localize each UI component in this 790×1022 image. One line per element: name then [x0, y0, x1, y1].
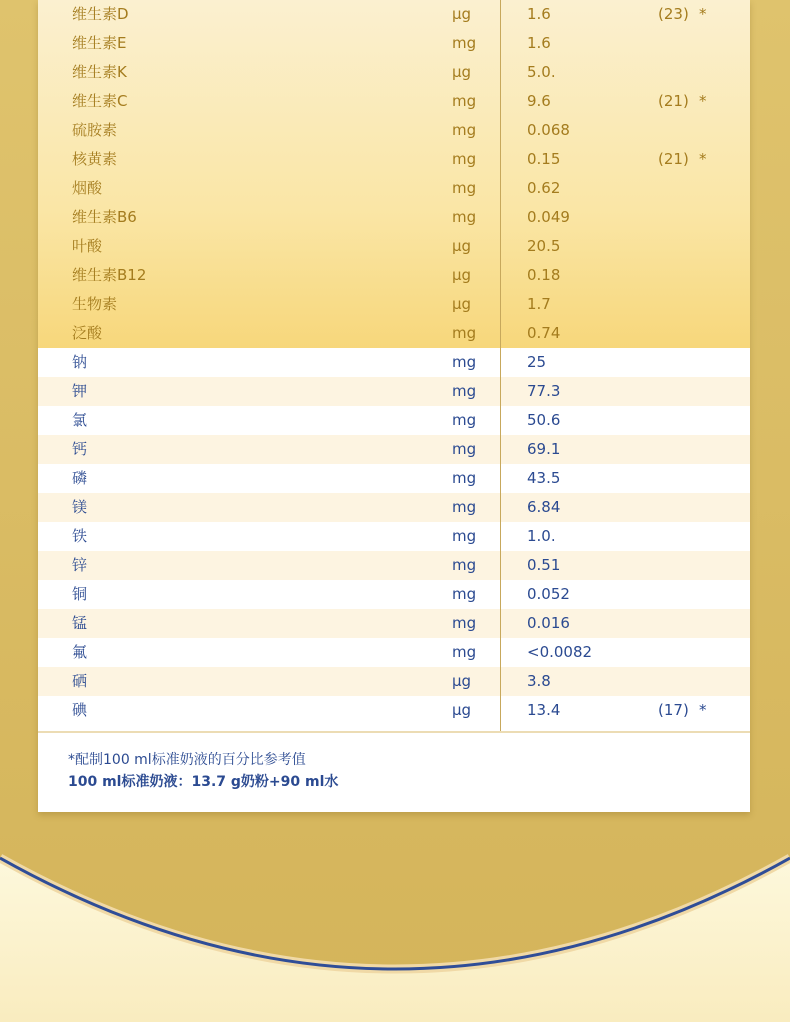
nutrient-name: 钾: [72, 382, 88, 400]
nutrient-value: 1.6: [527, 5, 551, 23]
mineral-row-manganese: [38, 609, 750, 638]
nutrient-value: 5.0.: [527, 63, 556, 81]
nutrient-name: 叶酸: [72, 237, 103, 255]
nutrient-unit: mg: [452, 92, 477, 110]
mineral-row-sodium: [38, 348, 750, 377]
mineral-row-magnesium: [38, 493, 750, 522]
nutrient-name: 锰: [72, 614, 88, 632]
reference-percent: (21): [658, 92, 689, 110]
nutrient-unit: mg: [452, 556, 477, 574]
nutrient-value: 1.7: [527, 295, 551, 313]
nutrient-name: 生物素: [72, 295, 118, 313]
nutrient-unit: mg: [452, 150, 477, 168]
footnote-divider: [38, 731, 750, 733]
nutrient-unit: μg: [452, 295, 472, 313]
nutrient-unit: mg: [452, 353, 477, 371]
vitamin-row-vitamin-b6: [38, 203, 750, 232]
nutrient-name: 泛酸: [72, 324, 103, 342]
nutrient-name: 烟酸: [72, 179, 103, 197]
nutrient-unit: mg: [452, 34, 477, 52]
footnote-marker: *: [699, 701, 707, 719]
nutrient-value: 0.052: [527, 585, 570, 603]
nutrient-name: 镁: [72, 498, 88, 516]
nutrient-unit: μg: [452, 266, 472, 284]
footnote-marker: *: [699, 92, 707, 110]
nutrient-value: 13.4: [527, 701, 561, 719]
nutrient-value: 50.6: [527, 411, 561, 429]
nutrient-name: 铜: [72, 585, 88, 603]
nutrient-name: 维生素K: [72, 63, 127, 81]
mineral-row-potassium: [38, 377, 750, 406]
nutrient-unit: mg: [452, 643, 477, 661]
nutrient-value: 0.62: [527, 179, 561, 197]
vitamin-row-vitamin-k: [38, 58, 750, 87]
nutrient-unit: mg: [452, 440, 477, 458]
nutrient-unit: mg: [452, 614, 477, 632]
footnote-marker: *: [699, 5, 707, 23]
nutrient-value: 77.3: [527, 382, 561, 400]
nutrient-value: 1.6: [527, 34, 551, 52]
nutrient-unit: mg: [452, 208, 477, 226]
nutrient-value: 1.0.: [527, 527, 556, 545]
nutrient-name: 锌: [72, 556, 88, 574]
nutrient-value: 9.6: [527, 92, 551, 110]
nutrient-unit: mg: [452, 179, 477, 197]
nutrition-table-panel: [38, 0, 750, 812]
vitamin-row-riboflavin: [38, 145, 750, 174]
nutrient-name: 维生素C: [72, 92, 128, 110]
nutrient-name: 磷: [72, 469, 88, 487]
nutrient-name: 铁: [72, 527, 88, 545]
column-divider: [500, 0, 501, 732]
mineral-row-copper: [38, 580, 750, 609]
nutrient-value: 25: [527, 353, 547, 371]
nutrient-unit: mg: [452, 585, 477, 603]
mineral-row-iodine: [38, 696, 750, 725]
nutrient-name: 维生素B12: [72, 266, 147, 284]
nutrient-unit: mg: [452, 121, 477, 139]
vitamin-section: [38, 0, 750, 348]
vitamin-row-pantothenic-acid: [38, 319, 750, 348]
mineral-row-fluorine: [38, 638, 750, 667]
nutrient-value: 0.18: [527, 266, 561, 284]
vitamin-row-vitamin-d: [38, 0, 750, 29]
mineral-row-chlorine: [38, 406, 750, 435]
nutrient-unit: μg: [452, 672, 472, 690]
footnote-preparation-note: 100 ml标准奶液：13.7 g奶粉+90 ml水: [68, 774, 339, 790]
nutrient-unit: μg: [452, 63, 472, 81]
nutrient-name: 氟: [72, 643, 88, 661]
reference-percent: (17): [658, 701, 689, 719]
vitamin-row-biotin: [38, 290, 750, 319]
nutrient-unit: mg: [452, 411, 477, 429]
nutrient-name: 钠: [72, 353, 88, 371]
nutrient-value: 0.74: [527, 324, 561, 342]
mineral-row-selenium: [38, 667, 750, 696]
nutrient-value: 0.049: [527, 208, 570, 226]
nutrient-unit: mg: [452, 527, 477, 545]
nutrient-value: 0.51: [527, 556, 561, 574]
mineral-row-calcium: [38, 435, 750, 464]
nutrient-unit: μg: [452, 237, 472, 255]
nutrient-unit: mg: [452, 324, 477, 342]
mineral-row-iron: [38, 522, 750, 551]
reference-percent: (23): [658, 5, 689, 23]
nutrient-unit: μg: [452, 701, 472, 719]
nutrient-name: 维生素E: [72, 34, 127, 52]
nutrient-value: 0.068: [527, 121, 570, 139]
nutrient-value: 20.5: [527, 237, 561, 255]
nutrient-unit: μg: [452, 5, 472, 23]
nutrient-name: 碘: [72, 701, 88, 719]
nutrient-unit: mg: [452, 498, 477, 516]
mineral-row-phosphorus: [38, 464, 750, 493]
nutrient-unit: mg: [452, 469, 477, 487]
vitamin-row-vitamin-e: [38, 29, 750, 58]
footnote-marker: *: [699, 150, 707, 168]
vitamin-row-folic-acid: [38, 232, 750, 261]
nutrient-name: 钙: [72, 440, 88, 458]
nutrient-value: 3.8: [527, 672, 551, 690]
vitamin-row-thiamine: [38, 116, 750, 145]
nutrient-value: 43.5: [527, 469, 561, 487]
nutrient-value: 0.15: [527, 150, 561, 168]
nutrient-value: <0.0082: [527, 643, 593, 661]
mineral-row-zinc: [38, 551, 750, 580]
vitamin-row-vitamin-c: [38, 87, 750, 116]
nutrient-unit: mg: [452, 382, 477, 400]
vitamin-row-vitamin-b12: [38, 261, 750, 290]
nutrient-name: 维生素B6: [72, 208, 137, 226]
nutrient-name: 硒: [72, 672, 88, 690]
nutrient-name: 核黄素: [72, 150, 118, 168]
nutrient-name: 氯: [72, 411, 88, 429]
footnote-reference-note: *配制100 ml标准奶液的百分比参考值: [68, 752, 306, 768]
reference-percent: (21): [658, 150, 689, 168]
nutrient-value: 6.84: [527, 498, 561, 516]
nutrient-name: 硫胺素: [72, 121, 118, 139]
nutrient-value: 69.1: [527, 440, 561, 458]
nutrient-value: 0.016: [527, 614, 570, 632]
vitamin-row-niacin: [38, 174, 750, 203]
nutrient-name: 维生素D: [72, 5, 129, 23]
